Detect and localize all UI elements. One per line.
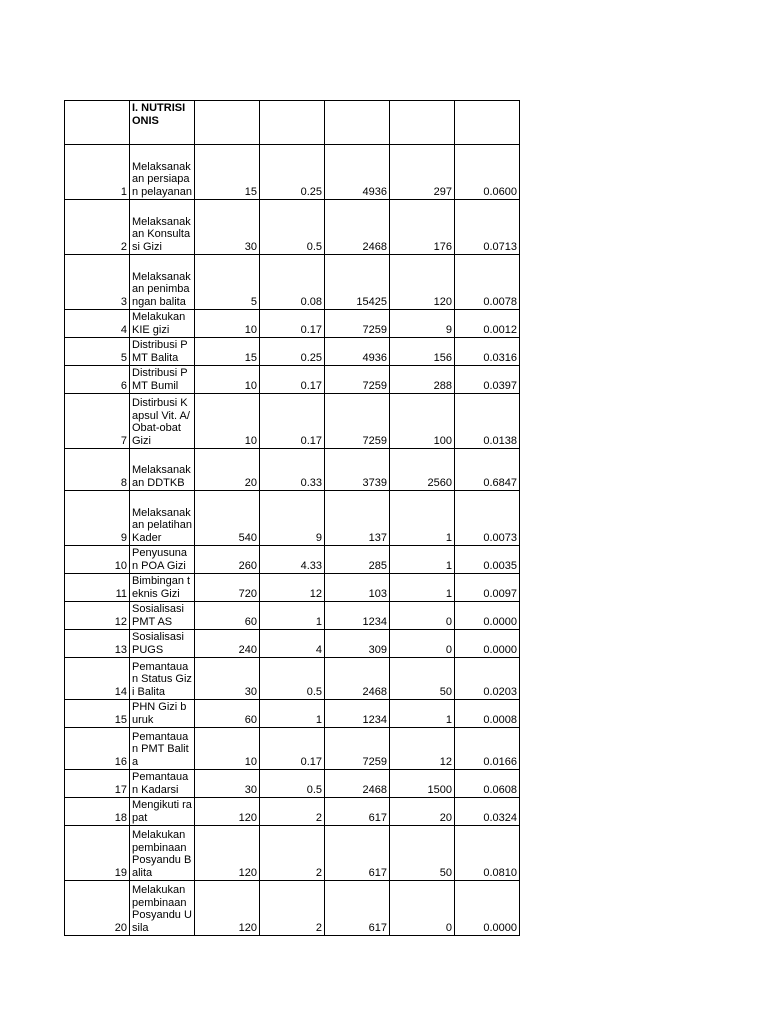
activity-name: Pemantauan PMT Balita	[130, 728, 195, 770]
value-cell-c3: 1234	[325, 602, 390, 630]
value-cell-c4: 20	[390, 798, 455, 826]
value-cell-c2: 0.33	[260, 449, 325, 491]
header-empty-cell	[390, 101, 455, 145]
table-row	[65, 826, 520, 881]
value-cell-c3: 103	[325, 574, 390, 602]
value-cell-c5: 0.0078	[455, 255, 520, 310]
value-cell-c2: 0.17	[260, 728, 325, 770]
activity-name: Sosialisasi PMT AS	[130, 602, 195, 630]
activity-name: Bimbingan teknis Gizi	[130, 574, 195, 602]
workload-table	[64, 100, 520, 936]
row-number: 18	[65, 798, 130, 826]
value-cell-c3: 2468	[325, 200, 390, 255]
value-cell-c4: 1500	[390, 770, 455, 798]
table-row	[65, 770, 520, 798]
value-cell-c1: 30	[195, 770, 260, 798]
value-cell-c3: 3739	[325, 449, 390, 491]
activity-name: Melaksanakan persiapan pelayanan	[130, 145, 195, 200]
value-cell-c5: 0.0000	[455, 630, 520, 658]
row-number: 9	[65, 491, 130, 546]
table-row	[65, 310, 520, 338]
activity-name: Pemantauan Kadarsi	[130, 770, 195, 798]
row-number: 20	[65, 881, 130, 936]
value-cell-c4: 1	[390, 491, 455, 546]
value-cell-c4: 0	[390, 881, 455, 936]
value-cell-c2: 4	[260, 630, 325, 658]
table-row	[65, 145, 520, 200]
row-number: 10	[65, 546, 130, 574]
value-cell-c5: 0.0138	[455, 394, 520, 449]
value-cell-c3: 617	[325, 826, 390, 881]
value-cell-c3: 617	[325, 881, 390, 936]
table-row	[65, 338, 520, 366]
value-cell-c2: 4.33	[260, 546, 325, 574]
value-cell-c5: 0.0810	[455, 826, 520, 881]
value-cell-c4: 288	[390, 366, 455, 394]
value-cell-c4: 2560	[390, 449, 455, 491]
value-cell-c2: 2	[260, 798, 325, 826]
section-title: I. NUTRISIONIS	[130, 101, 195, 145]
value-cell-c1: 10	[195, 310, 260, 338]
row-number: 13	[65, 630, 130, 658]
value-cell-c4: 50	[390, 826, 455, 881]
table-row	[65, 574, 520, 602]
value-cell-c2: 0.17	[260, 366, 325, 394]
value-cell-c5: 0.0316	[455, 338, 520, 366]
value-cell-c5: 0.6847	[455, 449, 520, 491]
table-row	[65, 798, 520, 826]
value-cell-c3: 7259	[325, 394, 390, 449]
activity-name: Distribusi PMT Balita	[130, 338, 195, 366]
value-cell-c1: 720	[195, 574, 260, 602]
activity-name: Pemantauan Status Gizi Balita	[130, 658, 195, 700]
value-cell-c2: 1	[260, 602, 325, 630]
value-cell-c2: 0.25	[260, 338, 325, 366]
value-cell-c4: 120	[390, 255, 455, 310]
table-row	[65, 700, 520, 728]
row-number: 7	[65, 394, 130, 449]
activity-name: PHN Gizi buruk	[130, 700, 195, 728]
value-cell-c1: 10	[195, 728, 260, 770]
value-cell-c1: 540	[195, 491, 260, 546]
value-cell-c1: 10	[195, 394, 260, 449]
value-cell-c4: 1	[390, 546, 455, 574]
value-cell-c4: 297	[390, 145, 455, 200]
header-empty-cell	[195, 101, 260, 145]
value-cell-c1: 15	[195, 338, 260, 366]
value-cell-c2: 1	[260, 700, 325, 728]
row-number: 1	[65, 145, 130, 200]
table-row	[65, 449, 520, 491]
activity-name: Penyusunan POA Gizi	[130, 546, 195, 574]
header-number-cell	[65, 101, 130, 145]
value-cell-c5: 0.0166	[455, 728, 520, 770]
row-number: 14	[65, 658, 130, 700]
value-cell-c5: 0.0324	[455, 798, 520, 826]
value-cell-c2: 9	[260, 491, 325, 546]
value-cell-c3: 137	[325, 491, 390, 546]
value-cell-c1: 20	[195, 449, 260, 491]
value-cell-c2: 12	[260, 574, 325, 602]
value-cell-c5: 0.0073	[455, 491, 520, 546]
value-cell-c2: 2	[260, 826, 325, 881]
value-cell-c1: 10	[195, 366, 260, 394]
value-cell-c5: 0.0203	[455, 658, 520, 700]
value-cell-c3: 309	[325, 630, 390, 658]
value-cell-c4: 0	[390, 630, 455, 658]
activity-name: Melaksanakan pelatihan Kader	[130, 491, 195, 546]
row-number: 15	[65, 700, 130, 728]
table-row	[65, 255, 520, 310]
value-cell-c3: 2468	[325, 770, 390, 798]
table-row	[65, 658, 520, 700]
value-cell-c2: 0.17	[260, 310, 325, 338]
activity-name: Melaksanakan penimbangan balita	[130, 255, 195, 310]
value-cell-c3: 1234	[325, 700, 390, 728]
value-cell-c4: 1	[390, 574, 455, 602]
table-row	[65, 394, 520, 449]
row-number: 2	[65, 200, 130, 255]
value-cell-c1: 120	[195, 798, 260, 826]
activity-name: Melaksanakan Konsultasi Gizi	[130, 200, 195, 255]
value-cell-c4: 50	[390, 658, 455, 700]
value-cell-c2: 0.17	[260, 394, 325, 449]
value-cell-c5: 0.0000	[455, 602, 520, 630]
activity-name: Melakukan pembinaan Posyandu Usila	[130, 881, 195, 936]
value-cell-c5: 0.0397	[455, 366, 520, 394]
value-cell-c1: 60	[195, 700, 260, 728]
section-header-row	[65, 101, 520, 145]
value-cell-c3: 2468	[325, 658, 390, 700]
row-number: 11	[65, 574, 130, 602]
row-number: 19	[65, 826, 130, 881]
value-cell-c2: 2	[260, 881, 325, 936]
value-cell-c4: 100	[390, 394, 455, 449]
activity-name: Distribusi PMT Bumil	[130, 366, 195, 394]
value-cell-c4: 9	[390, 310, 455, 338]
row-number: 5	[65, 338, 130, 366]
value-cell-c2: 0.5	[260, 200, 325, 255]
table-row	[65, 881, 520, 936]
row-number: 6	[65, 366, 130, 394]
row-number: 4	[65, 310, 130, 338]
value-cell-c1: 120	[195, 826, 260, 881]
value-cell-c2: 0.08	[260, 255, 325, 310]
value-cell-c3: 7259	[325, 728, 390, 770]
value-cell-c5: 0.0600	[455, 145, 520, 200]
value-cell-c1: 60	[195, 602, 260, 630]
value-cell-c1: 5	[195, 255, 260, 310]
value-cell-c5: 0.0097	[455, 574, 520, 602]
value-cell-c5: 0.0608	[455, 770, 520, 798]
value-cell-c4: 176	[390, 200, 455, 255]
value-cell-c1: 120	[195, 881, 260, 936]
value-cell-c3: 7259	[325, 366, 390, 394]
row-number: 8	[65, 449, 130, 491]
table-row	[65, 602, 520, 630]
activity-name: Sosialisasi PUGS	[130, 630, 195, 658]
value-cell-c5: 0.0000	[455, 881, 520, 936]
activity-name: Distirbusi Kapsul Vit. A/Obat-obat Gizi	[130, 394, 195, 449]
value-cell-c5: 0.0008	[455, 700, 520, 728]
value-cell-c1: 240	[195, 630, 260, 658]
value-cell-c4: 1	[390, 700, 455, 728]
row-number: 17	[65, 770, 130, 798]
value-cell-c3: 7259	[325, 310, 390, 338]
value-cell-c2: 0.5	[260, 770, 325, 798]
value-cell-c3: 617	[325, 798, 390, 826]
value-cell-c2: 0.25	[260, 145, 325, 200]
row-number: 12	[65, 602, 130, 630]
table-row	[65, 366, 520, 394]
activity-name: Melakukan KIE gizi	[130, 310, 195, 338]
value-cell-c3: 15425	[325, 255, 390, 310]
table-row	[65, 200, 520, 255]
activity-name: Melaksanakan DDTKB	[130, 449, 195, 491]
value-cell-c1: 260	[195, 546, 260, 574]
value-cell-c2: 0.5	[260, 658, 325, 700]
table-row	[65, 546, 520, 574]
value-cell-c4: 12	[390, 728, 455, 770]
header-empty-cell	[325, 101, 390, 145]
value-cell-c4: 0	[390, 602, 455, 630]
value-cell-c1: 30	[195, 658, 260, 700]
value-cell-c1: 30	[195, 200, 260, 255]
header-empty-cell	[260, 101, 325, 145]
header-empty-cell	[455, 101, 520, 145]
value-cell-c3: 285	[325, 546, 390, 574]
row-number: 16	[65, 728, 130, 770]
table-row	[65, 728, 520, 770]
value-cell-c5: 0.0035	[455, 546, 520, 574]
value-cell-c3: 4936	[325, 338, 390, 366]
table-row	[65, 630, 520, 658]
row-number: 3	[65, 255, 130, 310]
activity-name: Mengikuti rapat	[130, 798, 195, 826]
value-cell-c4: 156	[390, 338, 455, 366]
activity-name: Melakukan pembinaan Posyandu Balita	[130, 826, 195, 881]
value-cell-c5: 0.0713	[455, 200, 520, 255]
value-cell-c5: 0.0012	[455, 310, 520, 338]
value-cell-c1: 15	[195, 145, 260, 200]
value-cell-c3: 4936	[325, 145, 390, 200]
table-row	[65, 491, 520, 546]
